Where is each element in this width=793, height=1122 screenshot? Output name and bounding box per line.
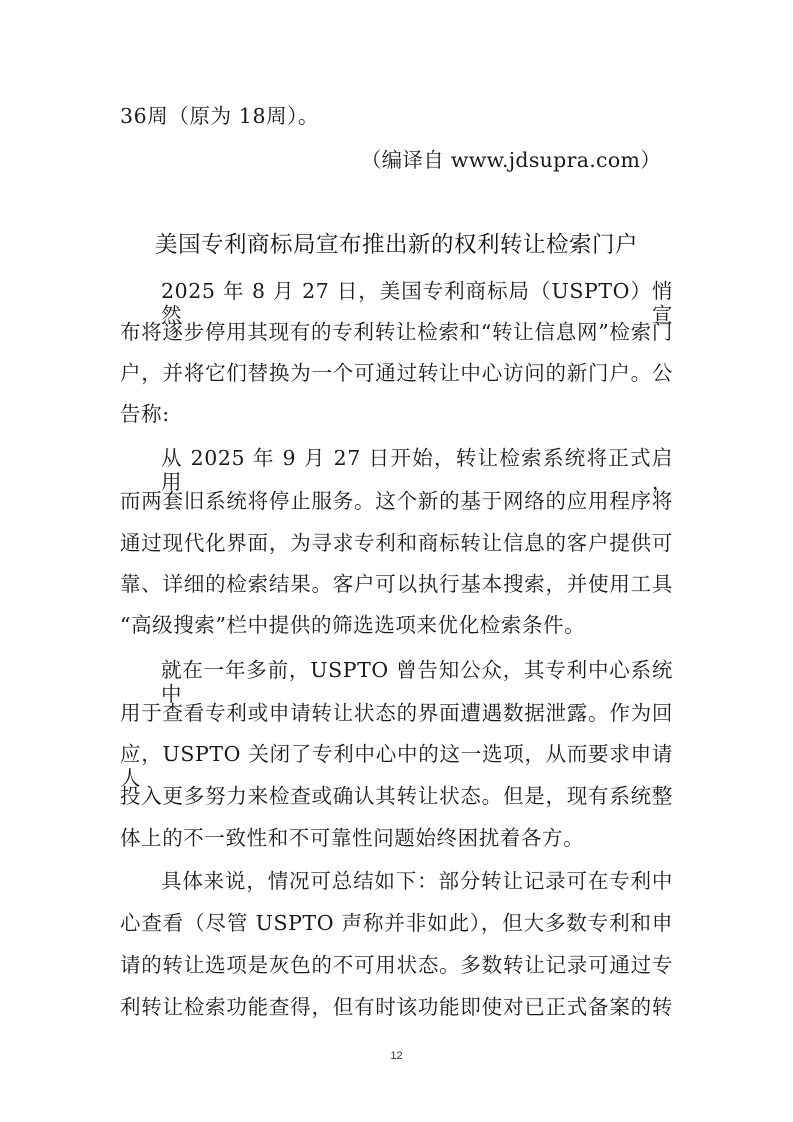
paragraph-line: 2025 年 8 月 27 日，美国专利商标局（USPTO）悄然宣 xyxy=(161,279,673,327)
paragraph-line: 户，并将它们替换为一个可通过转让中心访问的新门户。公 xyxy=(120,361,673,385)
page-number: 12 xyxy=(390,1050,403,1062)
paragraph-line: 告称: xyxy=(120,402,170,426)
intro-line: 36周（原为 18周）。 xyxy=(120,104,320,128)
paragraph-line: 请的转让选项是灰色的不可用状态。多数转让记录可通过专 xyxy=(120,953,673,977)
paragraph-line: “高级搜索”栏中提供的筛选选项来优化检索条件。 xyxy=(120,613,586,637)
paragraph-line: 投入更多努力来检查或确认其转让状态。但是，现有系统整 xyxy=(120,784,673,808)
paragraph-line: 从 2025 年 9 月 27 日开始，转让检索系统将正式启用， xyxy=(161,446,673,494)
paragraph-line: 而两套旧系统将停止服务。这个新的基于网络的应用程序将 xyxy=(120,489,673,513)
paragraph-line: 体上的不一致性和不可靠性问题始终困扰着各方。 xyxy=(120,826,585,850)
source-credit: （编译自 www.jdsupra.com） xyxy=(360,148,661,172)
paragraph-line: 心查看（尽管 USPTO 声称并非如此），但大多数专利和申 xyxy=(120,911,673,935)
paragraph-line: 通过现代化界面，为寻求专利和商标转让信息的客户提供可 xyxy=(120,531,673,555)
paragraph-line: 应，USPTO 关闭了专利中心中的这一选项，从而要求申请人 xyxy=(120,742,673,790)
paragraph-line: 就在一年多前，USPTO 曾告知公众，其专利中心系统中 xyxy=(161,658,673,706)
paragraph-line: 具体来说，情况可总结如下：部分转让记录可在专利中 xyxy=(161,869,673,893)
paragraph-line: 靠、详细的检索结果。客户可以执行基本搜索，并使用工具 xyxy=(120,572,673,596)
article-title: 美国专利商标局宣布推出新的权利转让检索门户 xyxy=(154,232,638,258)
paragraph-line: 布将逐步停用其现有的专利转让检索和“转让信息网”检索门 xyxy=(120,320,673,344)
paragraph-line: 用于查看专利或申请转让状态的界面遭遇数据泄露。作为回 xyxy=(120,701,673,725)
paragraph-line: 利转让检索功能查得，但有时该功能即使对已正式备案的转 xyxy=(120,995,673,1019)
